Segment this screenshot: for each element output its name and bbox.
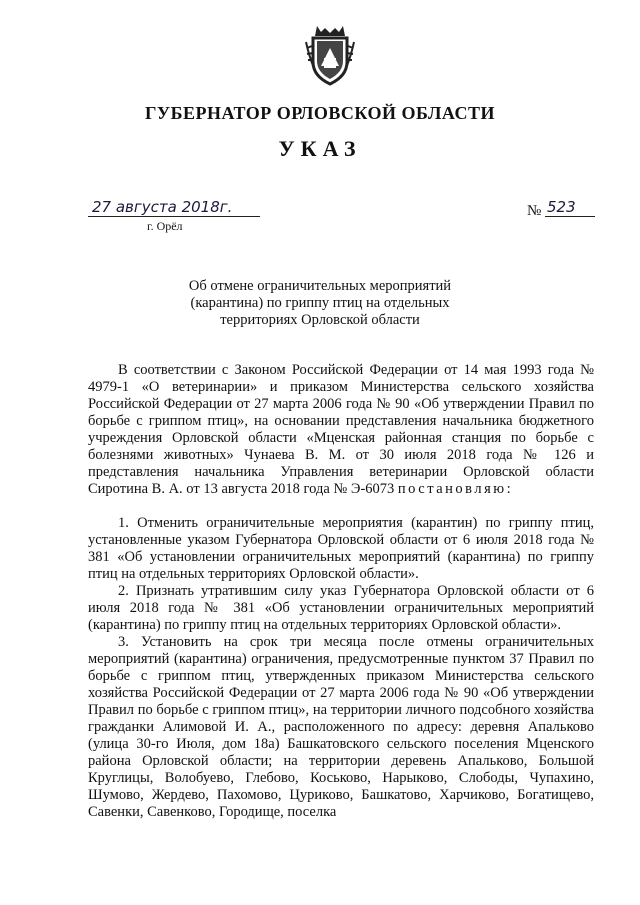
date-underline: [88, 216, 260, 217]
title-line: Об отмене ограничительных мероприятий: [188, 278, 452, 294]
city-label: г. Орёл: [147, 219, 183, 233]
title-line: (карантина) по гриппу птиц на отдельных: [190, 295, 450, 311]
title-line: территориях Орловской области: [220, 312, 420, 328]
document-title: [170, 278, 470, 329]
number-underline: [545, 216, 595, 217]
preamble-paragraph: [88, 362, 594, 498]
decree-word: постановляю:: [397, 481, 514, 497]
paragraph-2: 2. Признать утратившим силу указ Губернатора Орловской области от 6 июля 2018 года № 381 «Об установлении ограничительных мероприятий (карантина) по гриппу птиц на отдельных территориях Орловской области».: [88, 583, 594, 633]
paragraph-1: 1. Отменить ограничительные мероприятия (карантин) по гриппу птиц, установленные указом Губернатора Орловской области от 6 июля 2018 года № 381 «Об установлении ограничительных мероприятий (карантина) по гриппу птиц на отдельных территориях Орловской области».: [88, 515, 594, 582]
handwritten-number: 523: [547, 198, 576, 216]
document-body: [88, 362, 594, 821]
coat-of-arms-icon: [303, 22, 357, 86]
paragraph-3: 3. Установить на срок три месяца после отмены ограничительных мероприятий (карантина) ограничения, предусмотренные пунктом 37 Правил по борьбе с гриппом птиц, утвержденных приказом Министерства сельского хозяйства Российской Федерации от 27 марта 2006 года № 90 «Об утверждении Правил по борьбе с гриппом птиц», на территории личного подсобного хозяйства гражданки Алимовой И. А., расположенного по адресу: деревня Апальково (улица 30-го Июля, дом 18а) Башкатовского сельского поселения Мценского района Орловской области; на территории деревень Апальково, Большой Круглицы, Волобуево, Глебово, Коськово, Нарыково, Слободы, Чупахино, Шумово, Жердево, Пахомово, Цуриково, Башкатово, Харчиково, Богатищево, Савенки, Савенково, Городище, поселка: [88, 634, 594, 820]
number-label: №: [527, 203, 542, 219]
document-type: УКАЗ: [278, 136, 362, 161]
issuer-title: ГУБЕРНАТОР ОРЛОВСКОЙ ОБЛАСТИ: [144, 103, 496, 123]
handwritten-date: 27 августа 2018г.: [92, 198, 233, 216]
preamble-text: В соответствии с Законом Российской Федерации от 14 мая 1993 года № 4979-1 «О ветеринарии» и приказом Министерства сельского хозяйства Российской Федерации от 27 марта 2006 года № 90 «Об утверждении Правил по борьбе с гриппом птиц», на основании представления начальника бюджетного учреждения Орловской области «Мценская районная станция по борьбе с болезнями животных» Чунаева В. М. от 30 июля 2018 года № 126 и представления начальника Управления ветеринарии Орловской области Сиротина В. А. от 13 августа 2018 года № Э-6073: [88, 362, 594, 497]
